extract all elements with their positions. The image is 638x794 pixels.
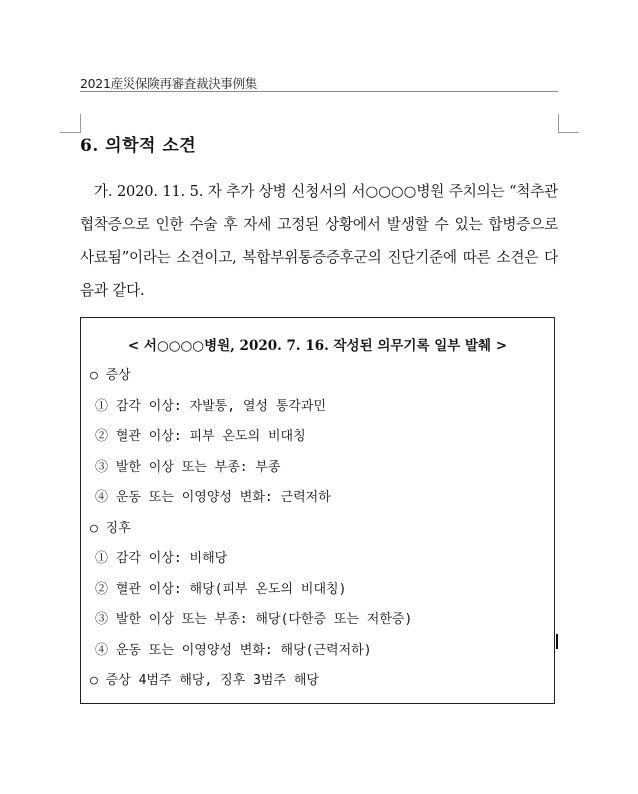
summary-line: ○ 증상 4범주 해당, 징후 3범주 해당: [90, 673, 319, 688]
symptom-item: ③ 발한 이상 또는 부종: 부종: [95, 460, 281, 475]
header-rule: [80, 91, 558, 92]
sign-item: ③ 발한 이상 또는 부종: 해당(다한증 또는 저한증): [95, 612, 413, 627]
body-paragraph: 가. 2020. 11. 5. 자 추가 상병 신청서의 서○○○○병원 주치의는 “척추관 협착증으로 인한 수술 후 자세 고정된 상황에서 발생할 수 있는 합병증으로 사료됨”이라는 소견이고, 복합부위통증증후군의 진단기준에 따른 소견은 다음과 같다.: [80, 183, 558, 299]
sign-item: ② 혈관 이상: 해당(피부 온도의 비대칭): [95, 582, 347, 597]
medical-record-excerpt-box: [80, 317, 555, 704]
sign-item: ④ 운동 또는 이영양성 변화: 해당(근력저하): [95, 643, 372, 658]
margin-corner-mark-right: [558, 114, 579, 133]
sign-item: ① 감각 이상: 비해당: [95, 551, 228, 566]
section-heading: 6. 의학적 소견: [80, 136, 197, 156]
symptom-item: ④ 운동 또는 이영양성 변화: 근력저하: [95, 490, 331, 505]
text-cursor: [556, 634, 558, 649]
symptom-item: ① 감각 이상: 자발통, 열성 통각과민: [95, 399, 327, 414]
excerpt-title: < 서○○○○병원, 2020. 7. 16. 작성된 의무기록 일부 발췌 >: [127, 338, 508, 354]
margin-corner-mark-left: [60, 114, 81, 133]
signs-heading: ○ 징후: [90, 521, 131, 536]
symptoms-heading: ○ 증상: [90, 368, 131, 383]
symptom-item: ② 혈관 이상: 피부 온도의 비대칭: [95, 429, 306, 444]
running-header: 2021産災保険再審査裁決事例集: [80, 76, 258, 91]
